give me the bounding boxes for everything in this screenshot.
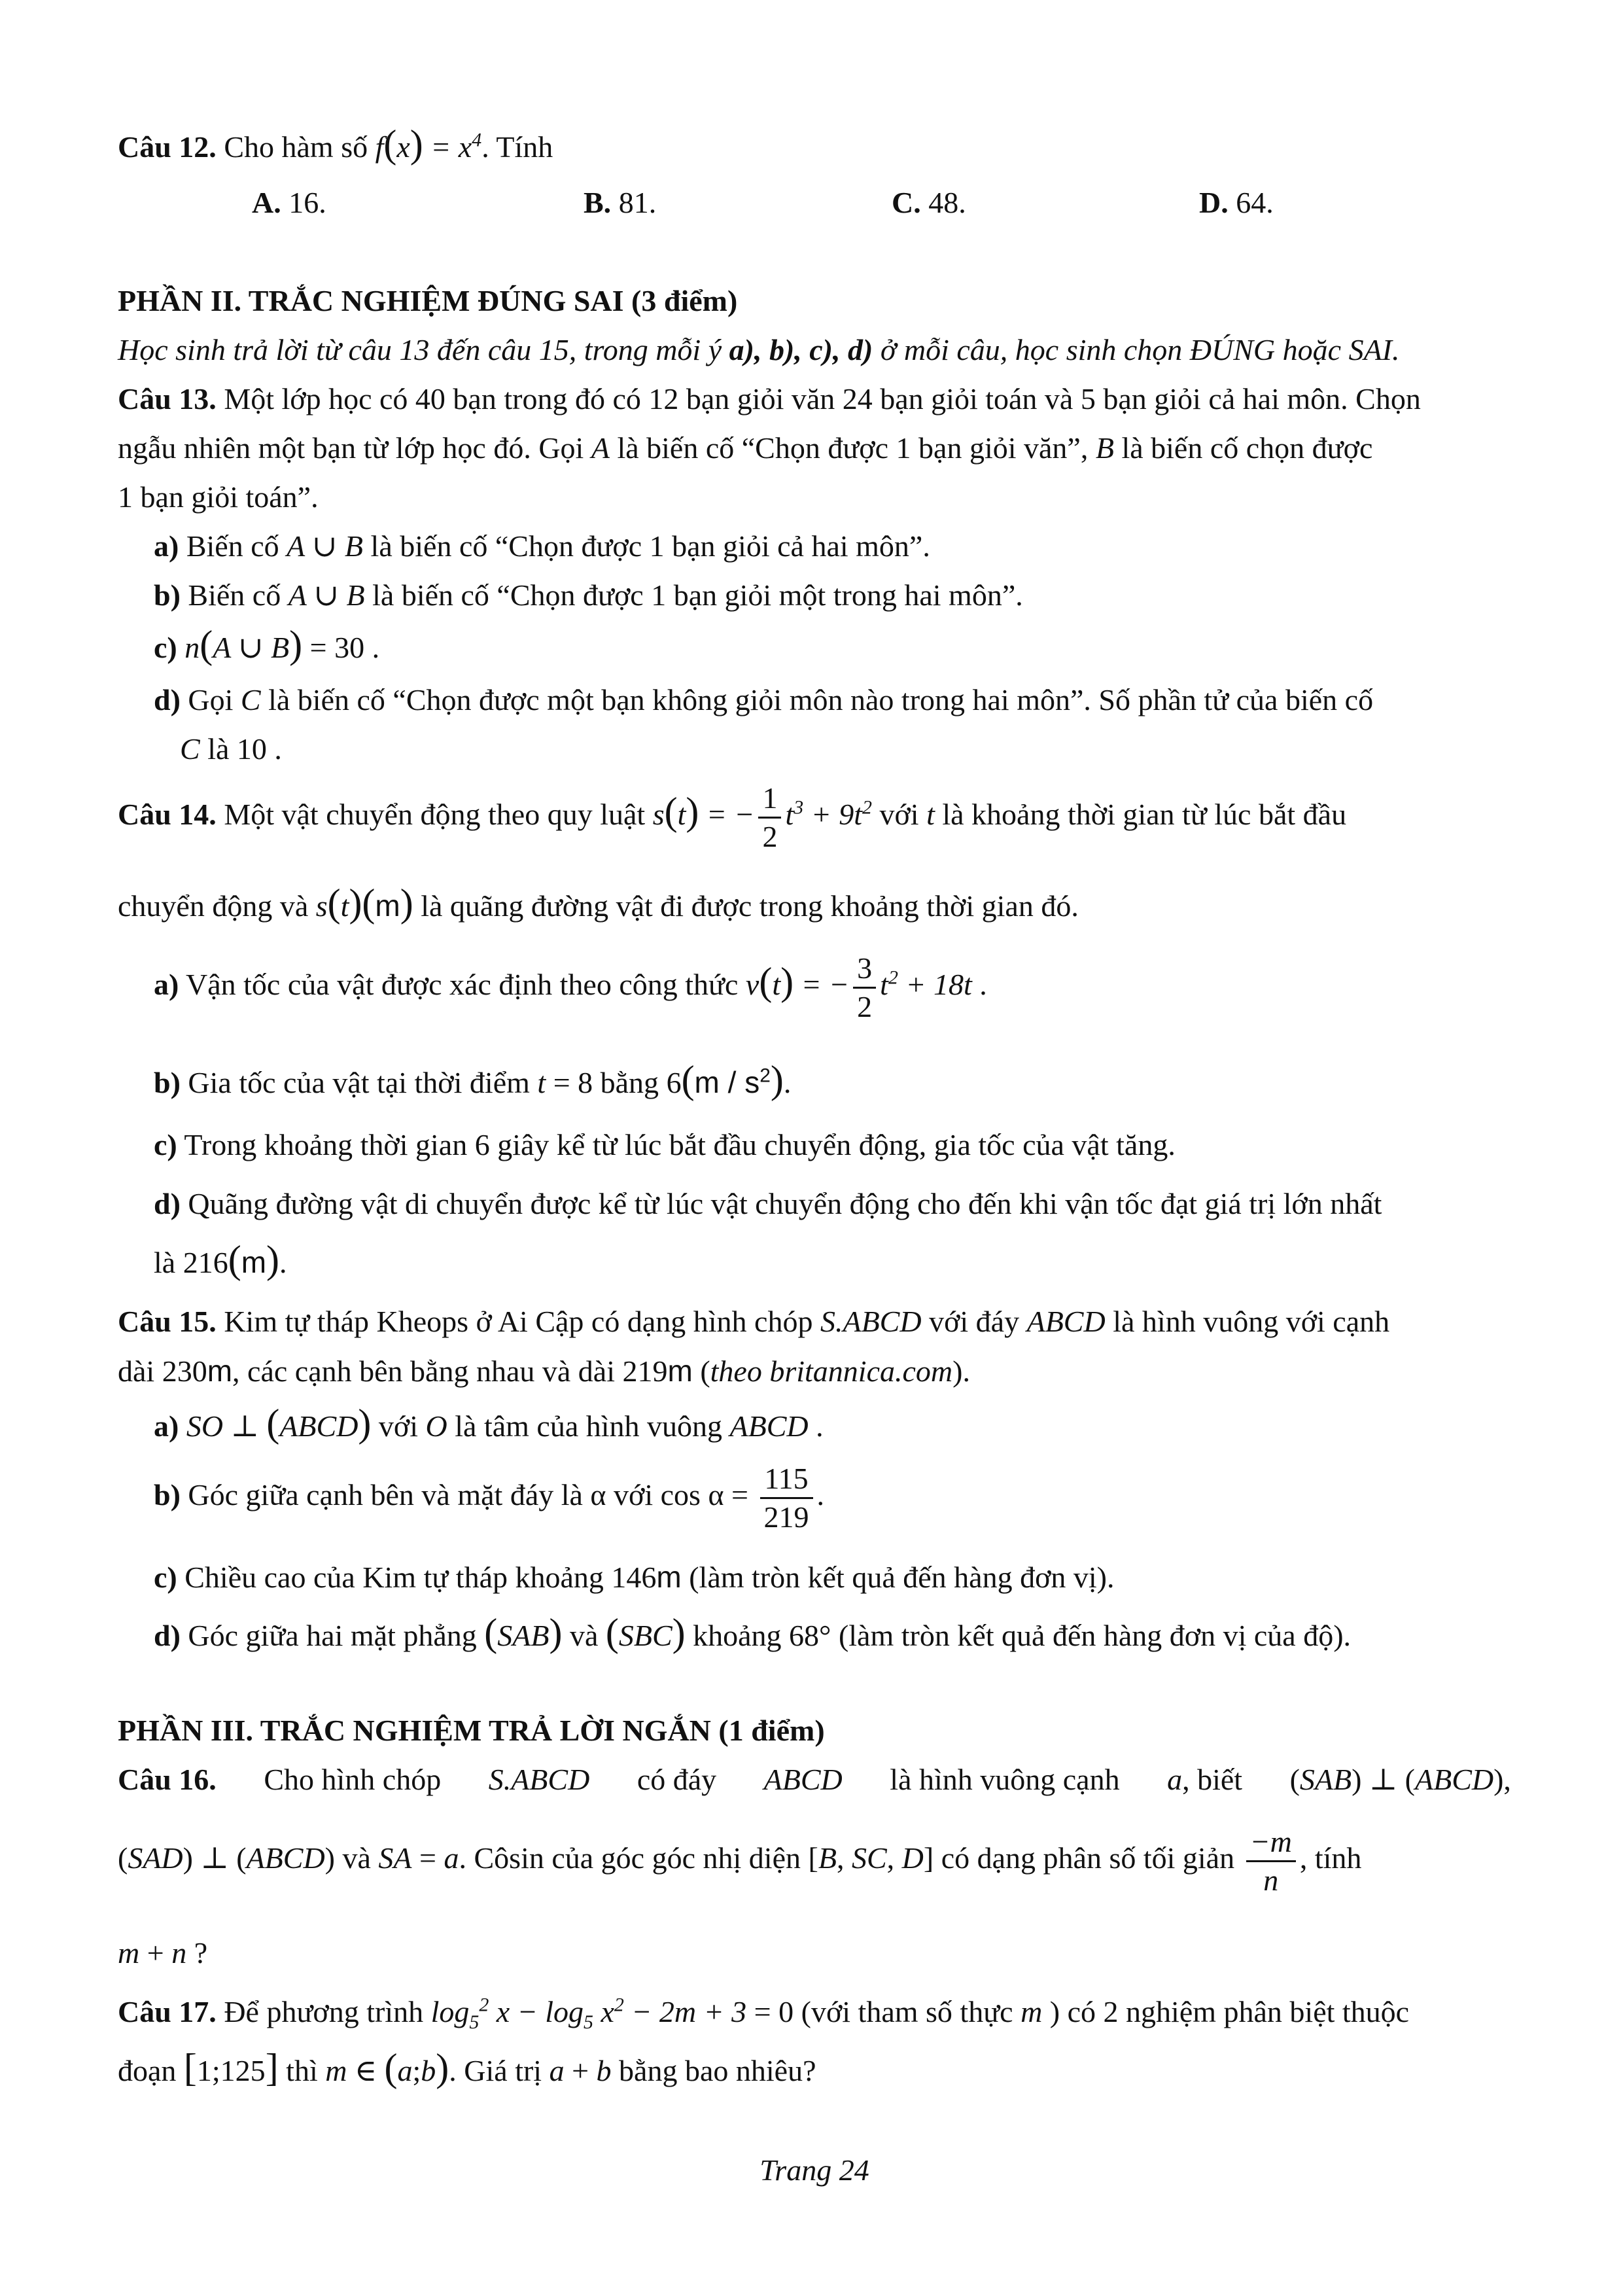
question-label: Câu 13.	[118, 382, 217, 415]
question-14-item-d: d) Quãng đường vật di chuyển được kể từ lúc vật chuyển động cho đến khi vận tốc đạt giá trị lớn nhất	[154, 1187, 1382, 1220]
question-label: Câu 12.	[118, 130, 217, 164]
option-a: A. 16.	[252, 186, 326, 219]
question-text-tail: . Tính	[481, 130, 553, 164]
section-heading-part-3: PHẦN III. TRẮC NGHIỆM TRẢ LỜI NGẮN (1 điểm)	[118, 1714, 825, 1747]
question-label: Câu 17.	[118, 1995, 217, 2028]
option-c: C. 48.	[892, 186, 966, 219]
question-13-item-b: b) Biến cố A ∪ B là biến cố “Chọn được 1 bạn giỏi một trong hai môn”.	[154, 578, 1023, 612]
question-label: Câu 16.	[118, 1763, 217, 1796]
question-12	[118, 124, 553, 167]
question-16-line-3: m + n ?	[118, 1936, 208, 1969]
section-instruction: Học sinh trả lời từ câu 13 đến câu 15, trong mỗi ý a), b), c), d) ở mỗi câu, học sinh chọn ĐÚNG hoặc SAI.	[118, 333, 1400, 366]
question-13-item-d-cont: C là 10 .	[180, 732, 282, 766]
question-13-line-1: Câu 13. Một lớp học có 40 bạn trong đó có 12 bạn giỏi văn 24 bạn giỏi toán và 5 bạn giỏi cả hai môn. Chọn	[118, 382, 1421, 415]
page-number: Trang 24	[759, 2153, 869, 2187]
question-17-line-2: đoạn [1;125] thì m ∈ (a;b). Giá trị a + b bằng bao nhiêu?	[118, 2046, 816, 2089]
question-15-item-c: c) Chiều cao của Kim tự tháp khoảng 146m (làm tròn kết quả đến hàng đơn vị).	[154, 1560, 1115, 1594]
question-14-item-b: b) Gia tốc của vật tại thời điểm t = 8 bằng $6(m / s^2)$.	[154, 1058, 792, 1101]
question-14-line-1: Câu 14. Một vật chuyển động theo quy luật s(t) = − $\frac{1}{2}$ $t^3 + 9t^2$ với t là khoảng thời gian từ lúc bắt đầu	[118, 772, 1346, 855]
question-13-item-d: d) Gọi C là biến cố “Chọn được một bạn không giỏi môn nào trong hai môn”. Số phần tử của biến cố	[154, 683, 1374, 716]
question-13-line-2: ngẫu nhiên một bạn từ lớp học đó. Gọi A là biến cố “Chọn được 1 bạn giỏi văn”, B là biến cố chọn được	[118, 431, 1373, 465]
question-17-line-1: Câu 17. Để phương trình $\log_5^2 x - \log_5 x^2 - 2m + 3 = 0$ (với tham số thực m ) có 2 nghiệm phân biệt thuộc	[118, 1994, 1410, 2034]
question-15-line-1: Câu 15. Kim tự tháp Kheops ở Ai Cập có dạng hình chóp S.ABCD với đáy ABCD là hình vuông với cạnh	[118, 1305, 1390, 1338]
section-heading-part-2: PHẦN II. TRẮC NGHIỆM ĐÚNG SAI (3 điểm)	[118, 284, 738, 317]
option-b: B. 81.	[584, 186, 657, 219]
math-expression: $f(x) = x^4$	[375, 122, 482, 166]
question-13-line-3: 1 bạn giỏi toán”.	[118, 480, 319, 514]
question-label: Câu 15.	[118, 1305, 217, 1338]
question-16-line-2: (SAD) ⊥ (ABCD) và SA = a. Côsin của góc góc nhị diện [B, SC, D] có dạng phân số tối giản $\frac{-m}{n}$ , tính	[118, 1819, 1361, 1899]
question-15-item-b: b) Góc giữa cạnh bên và mặt đáy là α với cos α = $\frac{115}{219}$ .	[154, 1456, 824, 1536]
option-d: D. 64.	[1199, 186, 1274, 219]
question-15-line-2: dài 230m, các cạnh bên bằng nhau và dài 219m (theo britannica.com).	[118, 1354, 970, 1388]
question-14-item-c: c) Trong khoảng thời gian 6 giây kể từ lúc bắt đầu chuyển động, gia tốc của vật tăng.	[154, 1128, 1176, 1161]
question-text: Cho hàm số	[224, 130, 368, 164]
question-15-item-d: d) Góc giữa hai mặt phẳng (SAB) và (SBC) khoảng 68° (làm tròn kết quả đến hàng đơn vị của độ).	[154, 1611, 1352, 1654]
question-13-item-c: c) n(A ∪ B) = 30 .	[154, 623, 380, 666]
question-14-item-d-cont: là 216(m).	[154, 1238, 287, 1281]
question-label: Câu 14.	[118, 798, 217, 831]
question-16-line-1: Câu 16. Cho hình chóp S.ABCD có đáy ABCD là hình vuông cạnh a, biết (SAB) ⊥ (ABCD),	[118, 1760, 1511, 1799]
question-15-item-a: a) SO ⊥ (ABCD) với O là tâm của hình vuông ABCD .	[154, 1402, 824, 1445]
question-14-item-a: a) Vận tốc của vật được xác định theo công thức v(t) = − $\frac{3}{2}$ $t^2 + 18t$ .	[154, 942, 987, 1025]
question-14-line-2: chuyển động và s(t)(m) là quãng đường vật đi được trong khoảng thời gian đó.	[118, 881, 1079, 925]
question-13-item-a: a) Biến cố A ∪ B là biến cố “Chọn được 1 bạn giỏi cả hai môn”.	[154, 529, 930, 563]
